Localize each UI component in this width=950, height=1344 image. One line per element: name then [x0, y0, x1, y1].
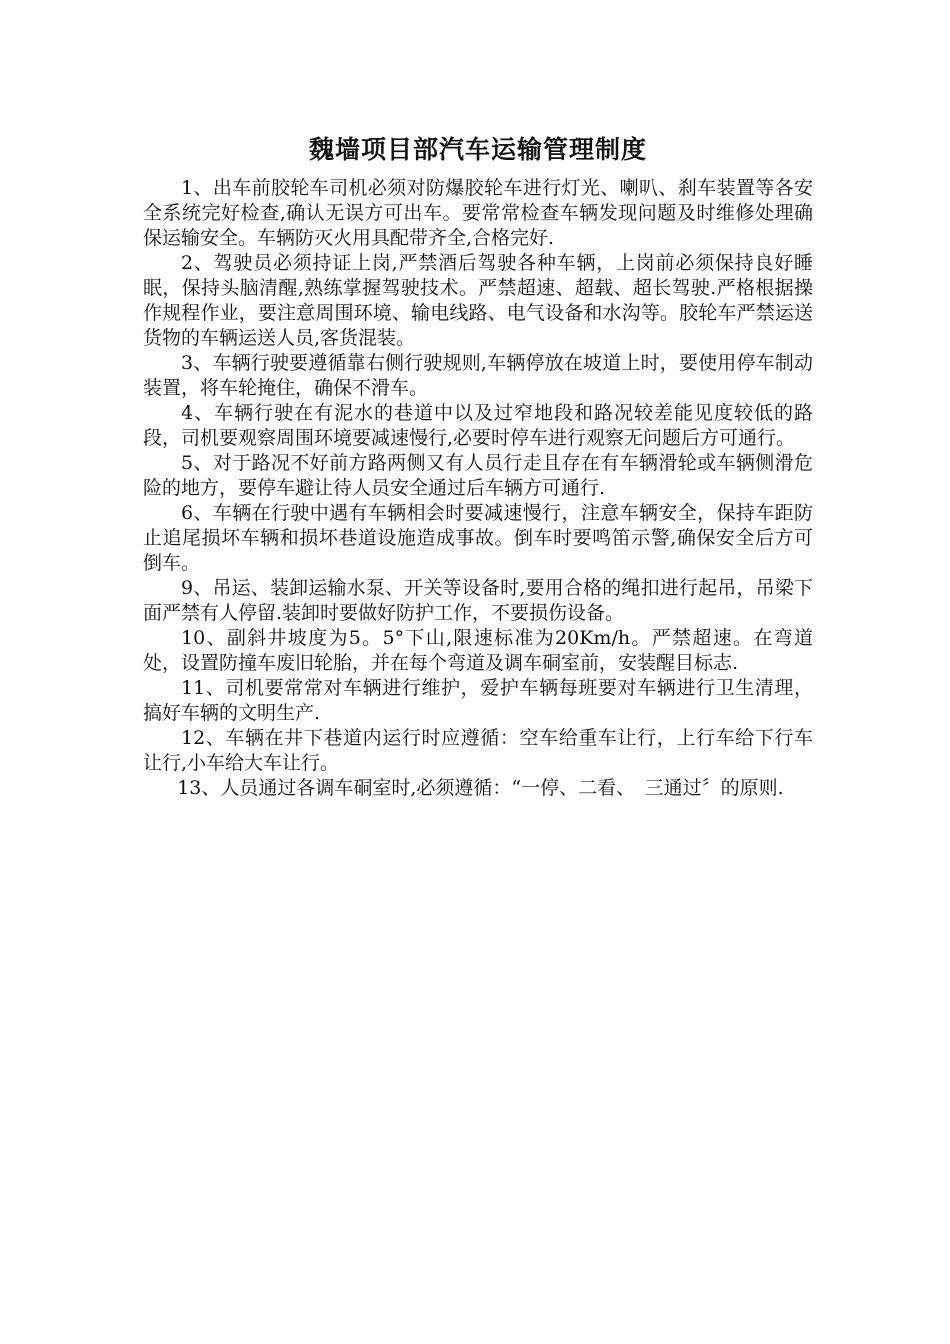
- rule-paragraph-10: 10、副斜井坡度为5。5°下山,限速标准为20Km/h。严禁超速。在弯道处，设置防撞车废旧轮胎，并在每个弯道及调车硐室前，安装醒目标志.: [143, 627, 813, 674]
- rule-paragraph-4: 4、车辆行驶在有泥水的巷道中以及过窄地段和路况较差能见度较低的路段，司机要观察周围环境要减速慢行,必要时停车进行观察无问题后方可通行。: [143, 402, 813, 449]
- rule-paragraph-9: 9、吊运、装卸运输水泵、开关等设备时,要用合格的绳扣进行起吊，吊梁下面严禁有人停留.装卸时要做好防护工作，不要损伤设备。: [143, 577, 813, 624]
- rule-paragraph-5: 5、对于路况不好前方路两侧又有人员行走且存在有车辆滑轮或车辆侧滑危险的地方，要停车避让待人员安全通过后车辆方可通行.: [143, 452, 813, 499]
- rule-paragraph-12: 12、车辆在井下巷道内运行时应遵循：空车给重车让行，上行车给下行车让行,小车给大车让行。: [143, 727, 813, 774]
- rule-paragraph-3: 3、车辆行驶要遵循靠右侧行驶规则,车辆停放在坡道上时，要使用停车制动装置，将车轮掩住，确保不滑车。: [143, 352, 813, 399]
- rule-paragraph-6: 6、车辆在行驶中遇有车辆相会时要减速慢行，注意车辆安全，保持车距防止追尾损坏车辆和损坏巷道设施造成事故。倒车时要鸣笛示警,确保安全后方可倒车。: [143, 502, 813, 574]
- document-body: [143, 130, 813, 801]
- rule-paragraph-11: 11、司机要常常对车辆进行维护，爱护车辆每班要对车辆进行卫生清理，搞好车辆的文明生产.: [143, 677, 813, 724]
- rule-paragraph-1: 1、出车前胶轮车司机必须对防爆胶轮车进行灯光、喇叭、刹车装置等各安全系统完好检查,确认无误方可出车。要常常检查车辆发现问题及时维修处理确保运输安全。车辆防灭火用具配带齐全,合格完好.: [143, 177, 813, 249]
- document-title: 魏墙项目部汽车运输管理制度: [308, 135, 647, 164]
- rule-paragraph-2: 2、驾驶员必须持证上岗,严禁酒后驾驶各种车辆，上岗前必须保持良好睡眠，保持头脑清醒,熟练掌握驾驶技术。严禁超速、超载、超长驾驶.严格根据操作规程作业，要注意周围环境、输电线路、电气设备和水沟等。胶轮车严禁运送货物的车辆运送人员,客货混装。: [143, 252, 813, 349]
- rule-paragraph-13: 13、人员通过各调车硐室时,必须遵循：“一停、二看、 三通过〞的原则.: [177, 777, 784, 799]
